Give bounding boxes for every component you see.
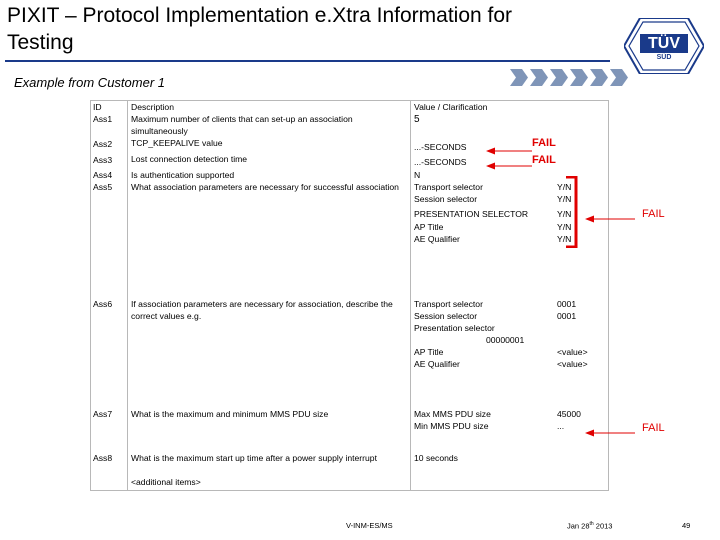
yn-value: Y/N bbox=[557, 222, 572, 232]
row-value: ...-SECONDS bbox=[414, 157, 467, 167]
chevron-arrows-decoration bbox=[510, 69, 630, 86]
row-value: PRESENTATION SELECTOR bbox=[414, 209, 529, 219]
fail-label: FAIL bbox=[532, 137, 556, 149]
header-description: Description bbox=[131, 102, 174, 112]
row-id: Ass8 bbox=[93, 453, 113, 463]
red-bracket-icon bbox=[564, 176, 578, 253]
row-description: TCP_KEEPALIVE value bbox=[131, 138, 223, 148]
row-id: Ass6 bbox=[93, 299, 113, 309]
row-id: Ass5 bbox=[93, 182, 113, 192]
logo-text-main: TÜV bbox=[648, 35, 680, 52]
fail-label: FAIL bbox=[642, 422, 665, 434]
row-extra-value: 0001 bbox=[557, 299, 577, 309]
row-extra-value: <value> bbox=[557, 347, 588, 357]
row-id: Ass1 bbox=[93, 114, 113, 124]
fail-label: FAIL bbox=[532, 154, 556, 166]
logo-text-sub: SÜD bbox=[656, 54, 672, 61]
tuv-sud-logo bbox=[624, 18, 704, 74]
row-id: Ass2 bbox=[93, 139, 113, 149]
yn-value: Y/N bbox=[557, 209, 572, 219]
row-value: Session selector bbox=[414, 194, 478, 204]
page-number: 49 bbox=[682, 521, 691, 530]
red-arrow-icon bbox=[585, 210, 637, 228]
row-description: Lost connection detection time bbox=[131, 154, 248, 164]
row-value: Transport selector bbox=[414, 182, 483, 192]
row-value: AP Title bbox=[414, 347, 444, 357]
row-value: 10 seconds bbox=[414, 453, 458, 463]
row-extra-value: ... bbox=[557, 421, 565, 431]
row-value: 00000001 bbox=[486, 335, 525, 345]
fail-label: FAIL bbox=[642, 208, 665, 220]
title-divider bbox=[5, 60, 610, 62]
page-title-line1: PIXIT – Protocol Implementation e.Xtra Information for bbox=[7, 4, 513, 27]
row-extra-value: 45000 bbox=[557, 409, 581, 419]
row-value: AE Qualifier bbox=[414, 359, 460, 369]
row-value: Session selector bbox=[414, 311, 478, 321]
row-value: AE Qualifier bbox=[414, 234, 460, 244]
row-value: Max MMS PDU size bbox=[414, 409, 491, 419]
row-id: Ass7 bbox=[93, 409, 113, 419]
row-value: N bbox=[414, 170, 421, 180]
header-id: ID bbox=[93, 102, 102, 112]
row-value: Presentation selector bbox=[414, 323, 495, 333]
footer-date-sup: th bbox=[589, 521, 594, 527]
row-description: If association parameters are necessary for association, describe the correct values e.g. bbox=[131, 299, 393, 321]
table-column-divider bbox=[410, 100, 411, 490]
row-id: Ass4 bbox=[93, 170, 113, 180]
example-subtitle: Example from Customer 1 bbox=[14, 75, 165, 90]
row-id: Ass3 bbox=[93, 155, 113, 165]
table-column-divider bbox=[127, 100, 128, 490]
row-extra-value: <value> bbox=[557, 359, 588, 369]
red-arrow-icon bbox=[585, 424, 637, 442]
header-value: Value / Clarification bbox=[414, 102, 488, 112]
row-extra-value: 0001 bbox=[557, 311, 577, 321]
row-description: Is authentication supported bbox=[131, 170, 235, 180]
yn-value: Y/N bbox=[557, 182, 572, 192]
row-value: Min MMS PDU size bbox=[414, 421, 489, 431]
footer-date bbox=[567, 521, 612, 531]
red-arrow-icon bbox=[486, 157, 534, 175]
table-border-bottom bbox=[90, 490, 609, 491]
row-description: What is the maximum and minimum MMS PDU size bbox=[131, 409, 329, 419]
row-description: What association parameters are necessary for successful association bbox=[131, 182, 399, 192]
yn-value: Y/N bbox=[557, 194, 572, 204]
yn-value: Y/N bbox=[557, 234, 572, 244]
row-description: What is the maximum start up time after a power supply interrupt bbox=[131, 453, 377, 463]
row-value: ...-SECONDS bbox=[414, 142, 467, 152]
row-value: Transport selector bbox=[414, 299, 483, 309]
table-border-left bbox=[90, 100, 91, 490]
page-title bbox=[7, 2, 607, 56]
row-description: Maximum number of clients that can set-up an association simultaneously bbox=[131, 114, 353, 136]
row-value: 5 bbox=[414, 114, 420, 125]
page-title-line2: Testing bbox=[7, 31, 74, 54]
row-description-extra: <additional items> bbox=[131, 477, 201, 487]
footer-date-year: 2013 bbox=[593, 521, 613, 531]
footer-date-day: Jan 28 bbox=[567, 521, 590, 531]
row-value: AP Title bbox=[414, 222, 444, 232]
footer-department: V-INM-ES/MS bbox=[346, 521, 393, 530]
